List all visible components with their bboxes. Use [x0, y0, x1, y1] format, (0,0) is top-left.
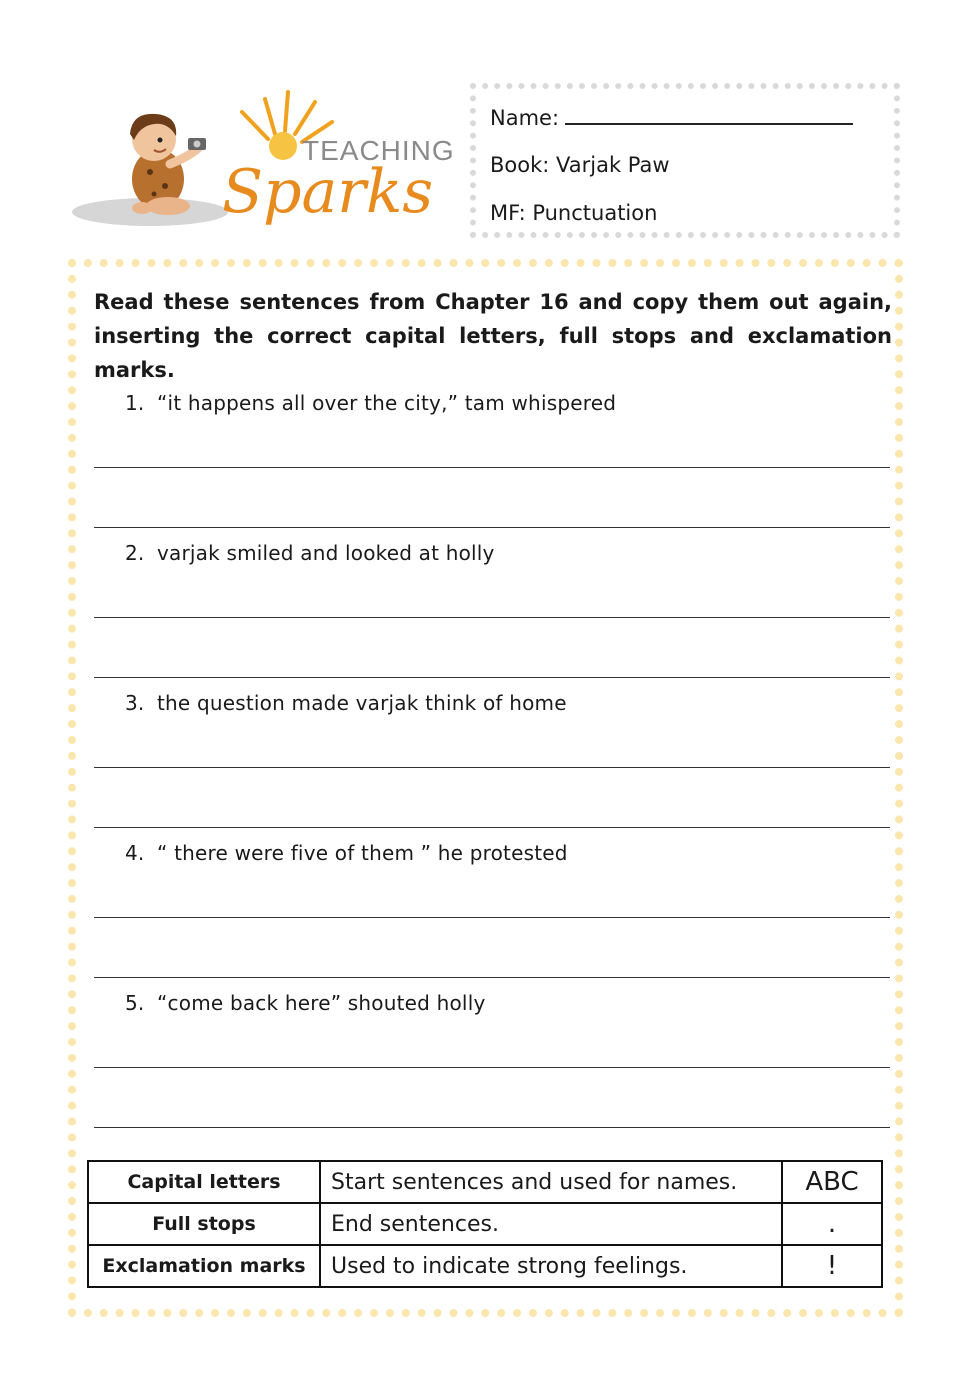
answer-line[interactable] [94, 1067, 890, 1068]
worksheet-box [68, 259, 903, 1317]
question-5 [125, 991, 485, 1015]
legend-term: Full stops [88, 1203, 320, 1245]
table-row [88, 1245, 882, 1287]
question-text: “come back here” shouted holly [157, 991, 486, 1015]
question-2 [125, 541, 495, 565]
question-number: 2. [125, 541, 145, 565]
student-info-box [470, 83, 900, 238]
name-input-line[interactable] [565, 99, 853, 125]
legend-description: Start sentences and used for names. [320, 1161, 782, 1203]
question-number: 3. [125, 691, 145, 715]
answer-line[interactable] [94, 617, 890, 618]
name-row [490, 99, 880, 147]
answer-line[interactable] [94, 977, 890, 978]
name-label: Name: [490, 106, 560, 130]
answer-line[interactable] [94, 467, 890, 468]
question-text: varjak smiled and looked at holly [157, 541, 495, 565]
legend-term: Exclamation marks [88, 1245, 320, 1287]
book-label: Book: Varjak Paw [490, 153, 670, 177]
question-3 [125, 691, 567, 715]
legend-description: End sentences. [320, 1203, 782, 1245]
answer-line[interactable] [94, 767, 890, 768]
question-text: “ there were five of them ” he protested [157, 841, 568, 865]
table-row [88, 1203, 882, 1245]
legend-symbol: ABC [782, 1161, 882, 1203]
question-number: 5. [125, 991, 145, 1015]
question-number: 4. [125, 841, 145, 865]
legend-description: Used to indicate strong feelings. [320, 1245, 782, 1287]
table-row [88, 1161, 882, 1203]
focus-label: MF: Punctuation [490, 201, 658, 225]
teaching-sparks-logo [70, 84, 455, 244]
question-text: the question made varjak think of home [157, 691, 567, 715]
answer-line[interactable] [94, 917, 890, 918]
question-1 [125, 391, 616, 415]
logo-text-teaching: TEACHING [302, 135, 455, 166]
legend-term: Capital letters [88, 1161, 320, 1203]
answer-line[interactable] [94, 527, 890, 528]
instructions-text: Read these sentences from Chapter 16 and copy them out again, inserting the correct capital letters, full stops and exclamation marks. [94, 290, 892, 382]
answer-line[interactable] [94, 827, 890, 828]
caveman-mascot-icon [70, 84, 455, 244]
answer-line[interactable] [94, 1127, 890, 1128]
question-4 [125, 841, 568, 865]
legend-symbol: ! [782, 1245, 882, 1287]
answer-line[interactable] [94, 677, 890, 678]
question-text: “it happens all over the city,” tam whispered [157, 391, 617, 415]
punctuation-legend-table [87, 1160, 883, 1288]
logo-text-sparks: Sparks [222, 157, 434, 227]
question-number: 1. [125, 391, 145, 415]
legend-symbol: . [782, 1203, 882, 1245]
